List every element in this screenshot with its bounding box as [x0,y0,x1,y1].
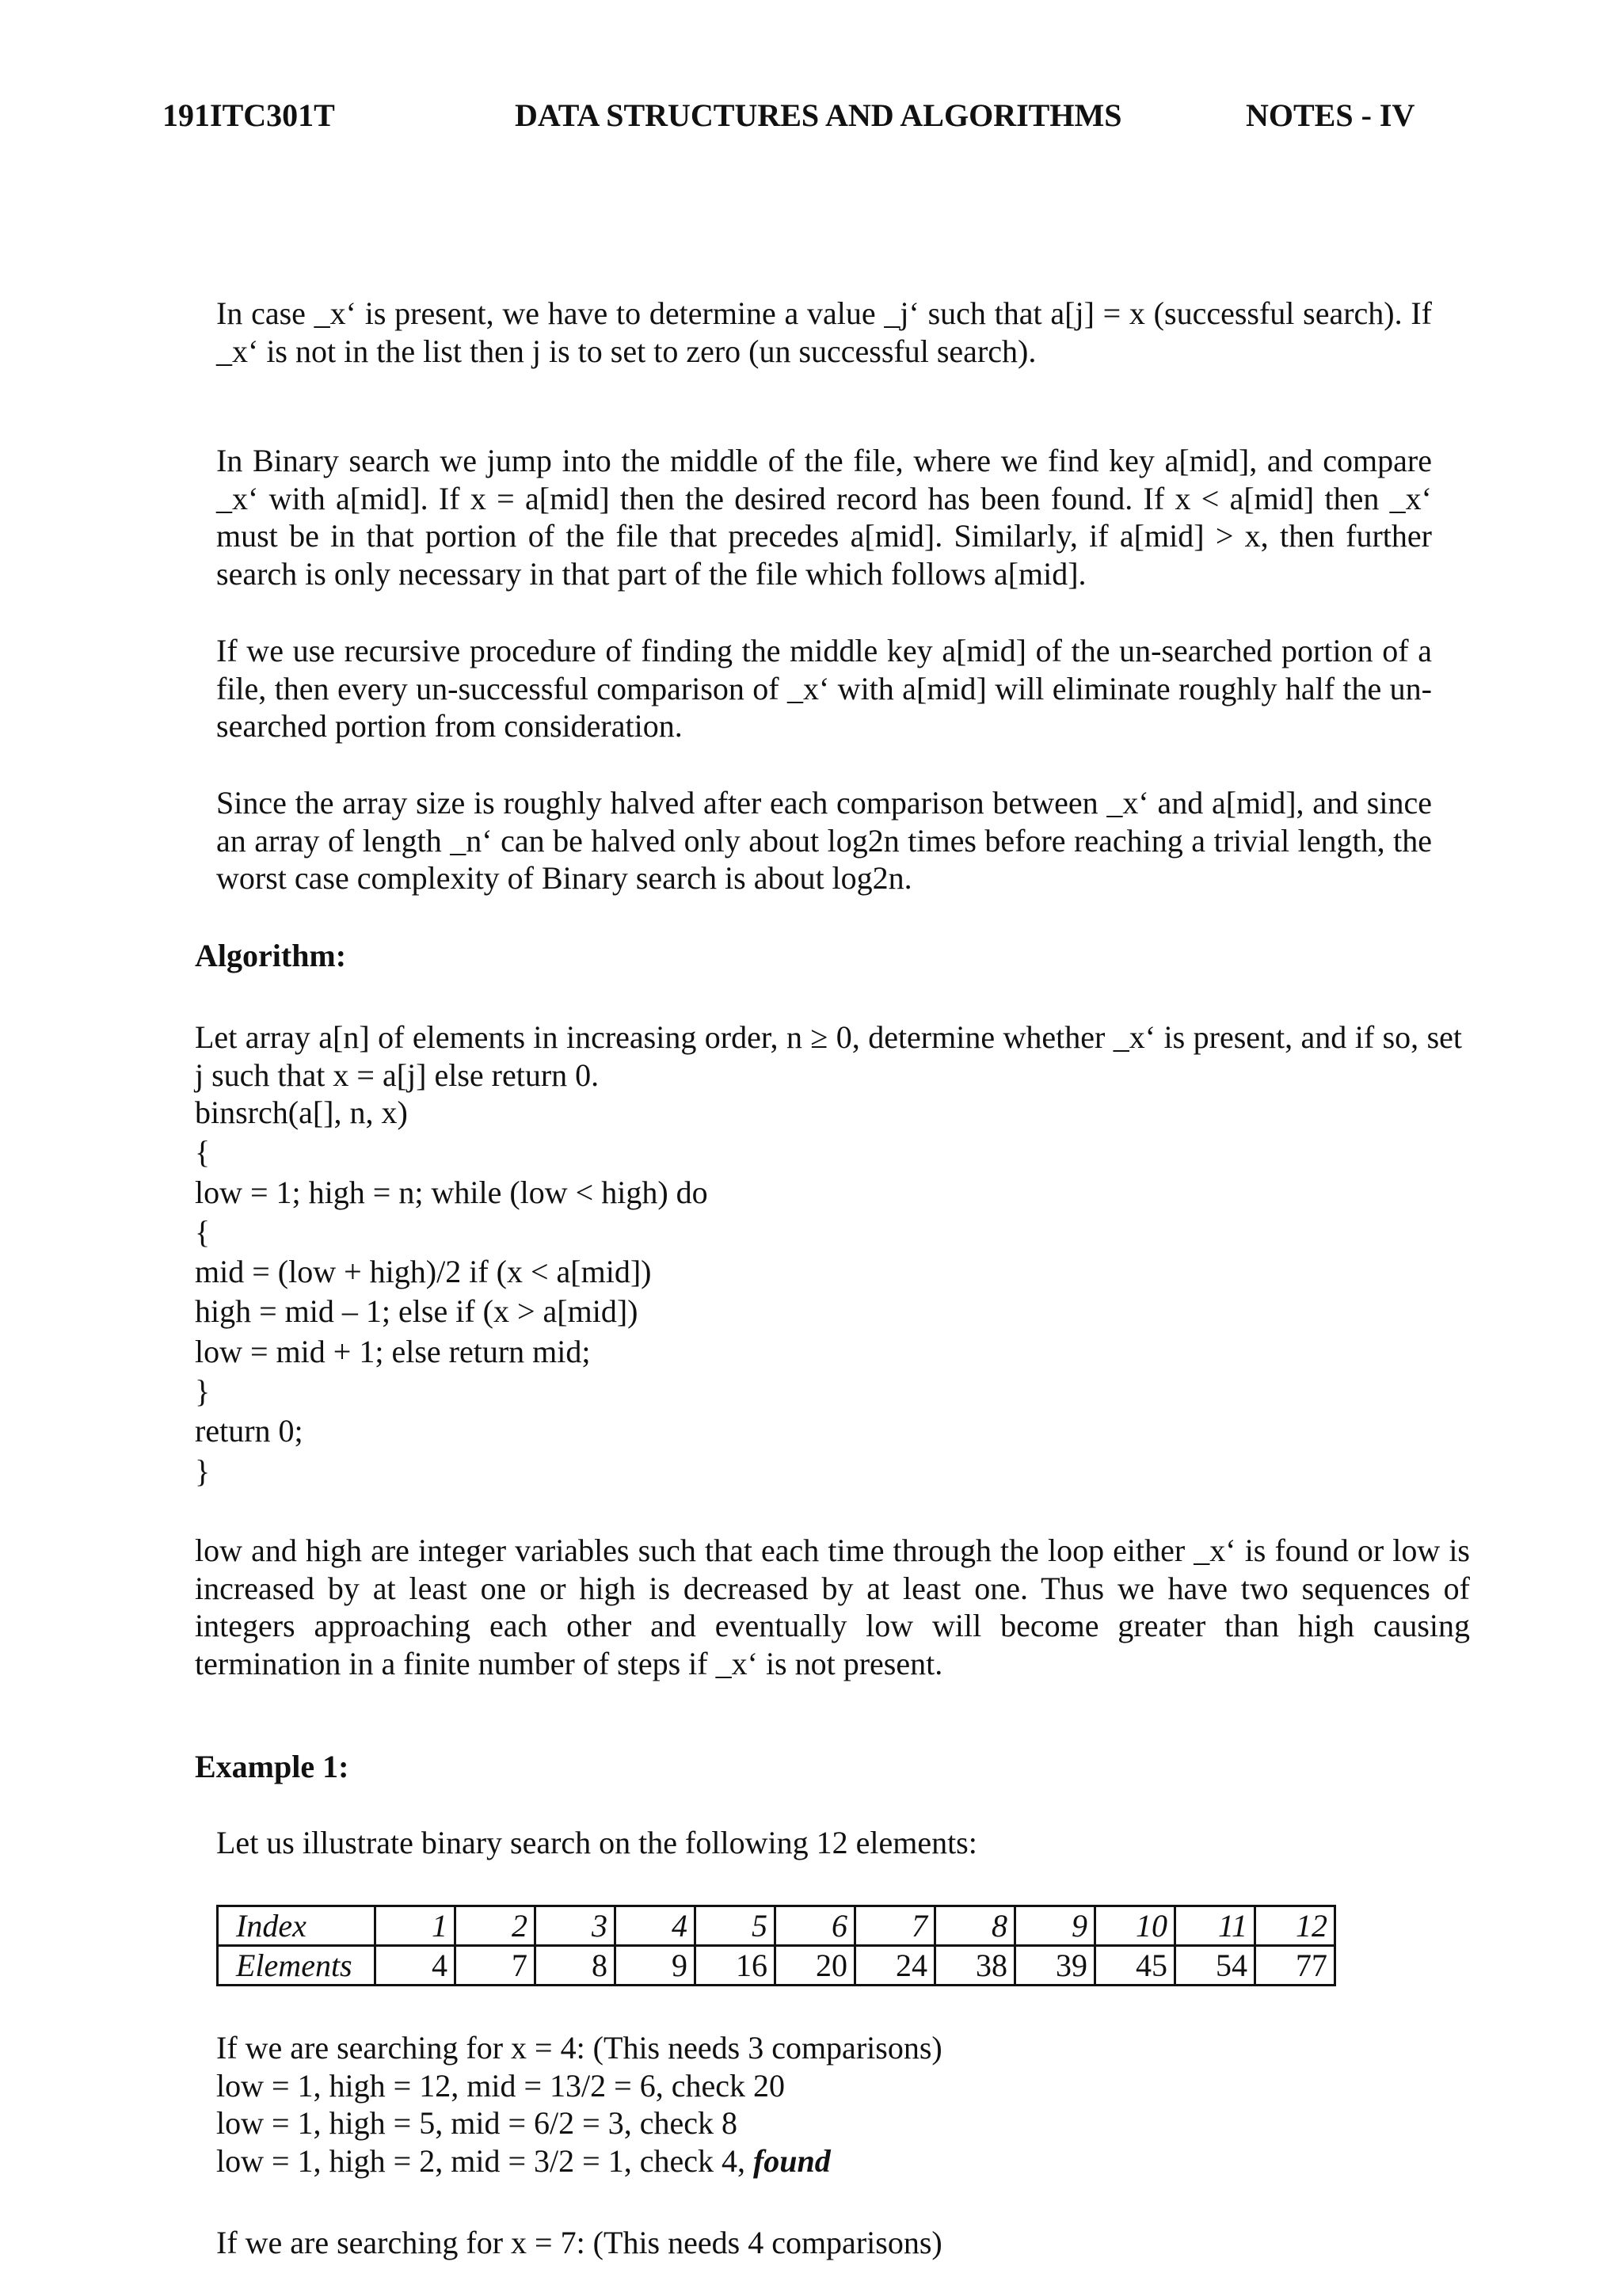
course-title: DATA STRUCTURES AND ALGORITHMS [515,97,1122,133]
paragraph-complexity: Since the array size is roughly halved after each comparison between _x‘ and a[mid], and since an array of length _n‘ can be halved only about log2n times before reaching a trivial length, the worst case complexity of Binary search is about log2n. [216,785,1432,896]
table-row-header: Index [218,1906,375,1946]
algorithm-code [195,1093,708,1491]
table-cell: 24 [855,1946,935,1986]
code-line: binsrch(a[], n, x) [195,1095,408,1130]
algorithm-heading: Algorithm: [195,938,347,973]
code-line: low = 1; high = n; while (low < high) do [195,1174,708,1210]
code-line: return 0; [195,1413,303,1449]
notes-label: NOTES - IV [1246,97,1415,133]
table-row-header: Elements [218,1946,375,1986]
table-cell: 54 [1175,1946,1255,1986]
code-line: mid = (low + high)/2 if (x < a[mid]) [195,1254,652,1290]
table-cell: 4 [615,1906,695,1946]
next-search-intro: If we are searching for x = 7: (This needs 4 comparisons) [216,2225,942,2260]
table-cell: 5 [695,1906,775,1946]
code-line: } [195,1373,211,1410]
course-code: 191ITC301T [162,97,335,133]
elements-table [216,1905,1336,1986]
trace-line [216,2142,942,2180]
table-cell: 6 [775,1906,855,1946]
table-row-index [218,1906,1335,1946]
table-cell: 11 [1175,1906,1255,1946]
found-label: found [752,2142,831,2179]
code-line: } [195,1453,211,1489]
table-row-elements [218,1946,1335,1986]
table-cell: 1 [375,1906,455,1946]
paragraph-recursive-procedure: If we use recursive procedure of finding the middle key a[mid] of the un-searched portion of a file, then every un-successful comparison of _x‘ with a[mid] will eliminate roughly half the un-searched portion from consideration. [216,633,1432,744]
code-line: { [195,1134,211,1171]
code-line: high = mid – 1; else if (x > a[mid]) [195,1293,638,1330]
example-heading: Example 1: [195,1749,349,1784]
paragraph-successful-search: In case _x‘ is present, we have to determine a value _j‘ such that a[j] = x (successful search). If _x‘ is not in the list then j is to set to zero (un successful search). [216,295,1432,369]
algorithm-intro: Let array a[n] of elements in increasing order, n ≥ 0, determine whether _x‘ is present, and if so, set j such that x = a[j] else return 0. [195,1019,1462,1093]
table-cell: 10 [1095,1906,1175,1946]
paragraph-binary-search-intro: In Binary search we jump into the middle of the file, where we find key a[mid], and compare _x‘ with a[mid]. If x = a[mid] then the desired record has been found. If x < a[mid] then _x‘ must be in that portion of the file that precedes a[mid]. Similarly, if a[mid] > x, then further search is only necessary in that part of the file which follows a[mid]. [216,443,1432,592]
table-cell: 12 [1255,1906,1335,1946]
table-cell: 9 [1015,1906,1095,1946]
trace-line: If we are searching for x = 4: (This needs 3 comparisons) [216,2030,942,2066]
trace-line: low = 1, high = 5, mid = 6/2 = 3, check 8 [216,2105,737,2141]
trace-text: low = 1, high = 2, mid = 3/2 = 1, check 4, [216,2142,753,2179]
table-cell: 20 [775,1946,855,1986]
table-cell: 3 [535,1906,615,1946]
code-line: low = mid + 1; else return mid; [195,1333,591,1369]
table-cell: 7 [455,1946,535,1986]
code-line: { [195,1213,211,1250]
table-cell: 77 [1255,1946,1335,1986]
algorithm-explanation: low and high are integer variables such that each time through the loop either _x‘ is found or low is increased by at least one or high is decreased by at least one. Thus we have two sequences of integers approaching each other and eventually low will become greater than high causing termination in a finite number of steps if _x‘ is not present. [195,1533,1470,1681]
table-cell: 4 [375,1946,455,1986]
table-cell: 45 [1095,1946,1175,1986]
table-cell: 9 [615,1946,695,1986]
trace-line: low = 1, high = 12, mid = 13/2 = 6, check 20 [216,2067,785,2104]
table-cell: 39 [1015,1946,1095,1986]
table-cell: 7 [855,1906,935,1946]
table-cell: 8 [535,1946,615,1986]
table-cell: 16 [695,1946,775,1986]
table-cell: 2 [455,1906,535,1946]
table-cell: 8 [935,1906,1015,1946]
table-cell: 38 [935,1946,1015,1986]
example-intro: Let us illustrate binary search on the following 12 elements: [216,1825,977,1860]
search-trace [216,2029,942,2180]
